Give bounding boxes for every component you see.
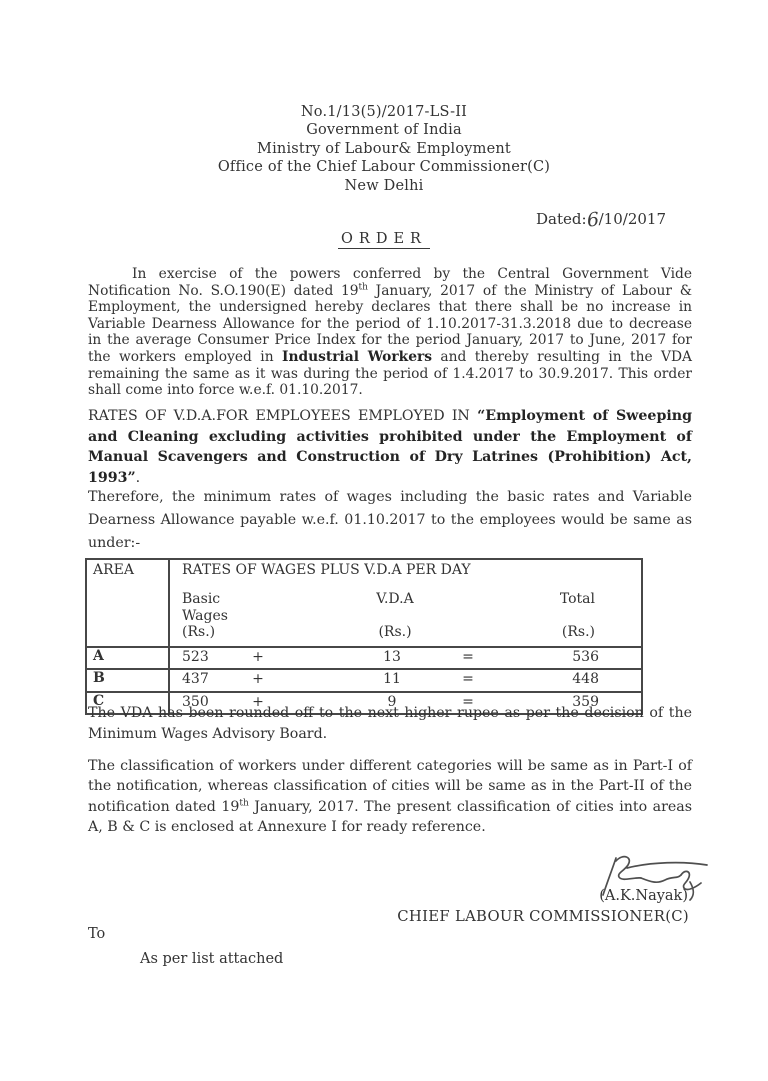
total-header: Total (559, 591, 595, 607)
plus-sign: + (252, 693, 264, 710)
date-line (536, 208, 666, 232)
paragraph-vda-rounding: The VDA has been rounded off to the next higher rupee as per the decision of the Minimum Wages Advisory Board. (88, 705, 692, 742)
total-value: 448 (572, 671, 599, 687)
org-line-government: Government of India (306, 122, 462, 139)
paragraph-text: . (135, 469, 141, 486)
vda-value: 11 (383, 671, 401, 687)
table-row (87, 646, 641, 669)
vda-value: 9 (387, 693, 397, 710)
date-rest: /10/2017 (598, 210, 666, 228)
paragraph-text: The classification of workers under different categories will be same as in Part-I of the notification, whereas classification of cities will be same as in the Part-II of the notification dated 19 (88, 758, 692, 815)
basic-wages-unit: (Rs.) (182, 624, 216, 640)
reference-number: No.1/13(5)/2017-LS-II (300, 104, 468, 120)
area-column-header: AREA (87, 560, 170, 646)
org-line-office: Office of the Chief Labour Commissioner(C) (217, 159, 551, 176)
paragraph-text: and thereby resulting in the VDA remaining the same as it was during the period of 1.4.2017 to 30.9.2017. This order shall come into force w.e.f. 01.10.2017. (88, 348, 693, 399)
to-label: To (88, 926, 106, 942)
table-header-row (87, 560, 641, 646)
basic-value: 350 (182, 693, 209, 710)
plus-sign: + (252, 648, 264, 665)
org-line-ministry: Ministry of Labour& Employment (257, 140, 511, 157)
basic-value: 437 (182, 671, 209, 687)
order-heading: ORDER (0, 231, 768, 249)
row-values (170, 648, 641, 669)
bold-act-title: “Employment of Sweeping and Cleaning excluding activities prohibited under the Employment of Manual Scavengers and Construction of Dry Latrines (Prohibition) Act, 1993” (88, 408, 692, 486)
plus-sign: + (252, 671, 264, 687)
paragraph-text: RATES OF V.D.A.FOR EMPLOYEES EMPLOYED IN (88, 408, 478, 424)
paragraph-therefore: Therefore, the minimum rates of wages including the basic rates and Variable Dearness Allowance payable w.e.f. 01.10.2017 to the employees would be same as under:- (88, 489, 692, 551)
equals-sign: = (462, 693, 474, 710)
paragraph-text: In exercise of the powers conferred by the Central Government Vide Notification No. S.O.190(E) dated 19 (88, 266, 692, 299)
area-cell: B (87, 670, 170, 691)
signatory-title: CHIEF LABOUR COMMISSIONER(C) (397, 908, 689, 925)
letterhead (0, 103, 768, 195)
table-row (87, 668, 641, 691)
attachment-note: As per list attached (140, 951, 284, 967)
paragraph-rates-heading (88, 406, 692, 488)
vda-value: 13 (383, 648, 401, 665)
equals-sign: = (462, 648, 474, 665)
org-line-city: New Delhi (344, 177, 424, 194)
date-label: Dated: (536, 210, 587, 228)
basic-wages-header: Basic Wages (182, 591, 228, 624)
vda-unit: (Rs.) (378, 624, 412, 640)
equals-sign: = (462, 671, 474, 687)
table-subheaders (182, 591, 641, 641)
paragraph-classification (88, 756, 692, 837)
total-value: 536 (572, 648, 599, 665)
rates-column-header (170, 560, 641, 646)
signatory-name: (A.K.Nayak) (599, 888, 688, 904)
handwritten-day: 6 (585, 208, 600, 232)
ordinal-superscript: th (358, 282, 368, 292)
area-cell: C (87, 693, 170, 714)
wage-rates-table (85, 558, 643, 715)
paragraph-text: January, 2017. The present classification of cities into areas A, B & C is enclosed at Annexure I for ready reference. (88, 798, 692, 835)
area-cell: A (87, 648, 170, 669)
vda-header: V.D.A (376, 591, 414, 607)
total-unit: (Rs.) (561, 624, 595, 640)
total-value: 359 (572, 693, 599, 710)
ordinal-superscript: th (239, 797, 249, 808)
rates-header-title: RATES OF WAGES PLUS V.D.A PER DAY (182, 562, 471, 578)
row-values (170, 670, 641, 691)
paragraph-text: January, 2017 of the Ministry of Labour & Employment, the undersigned hereby declares that there shall be no increase in Variable Dearness Allowance for the period of 1.10.2017-31.3.2018 due to decrease in the average Consumer Price Index for the period January, 2017 to June, 2017 for the workers employed in (88, 282, 692, 365)
basic-value: 523 (182, 648, 209, 665)
bold-industrial-workers: Industrial Workers (281, 348, 433, 365)
paragraph-preamble (88, 266, 692, 399)
